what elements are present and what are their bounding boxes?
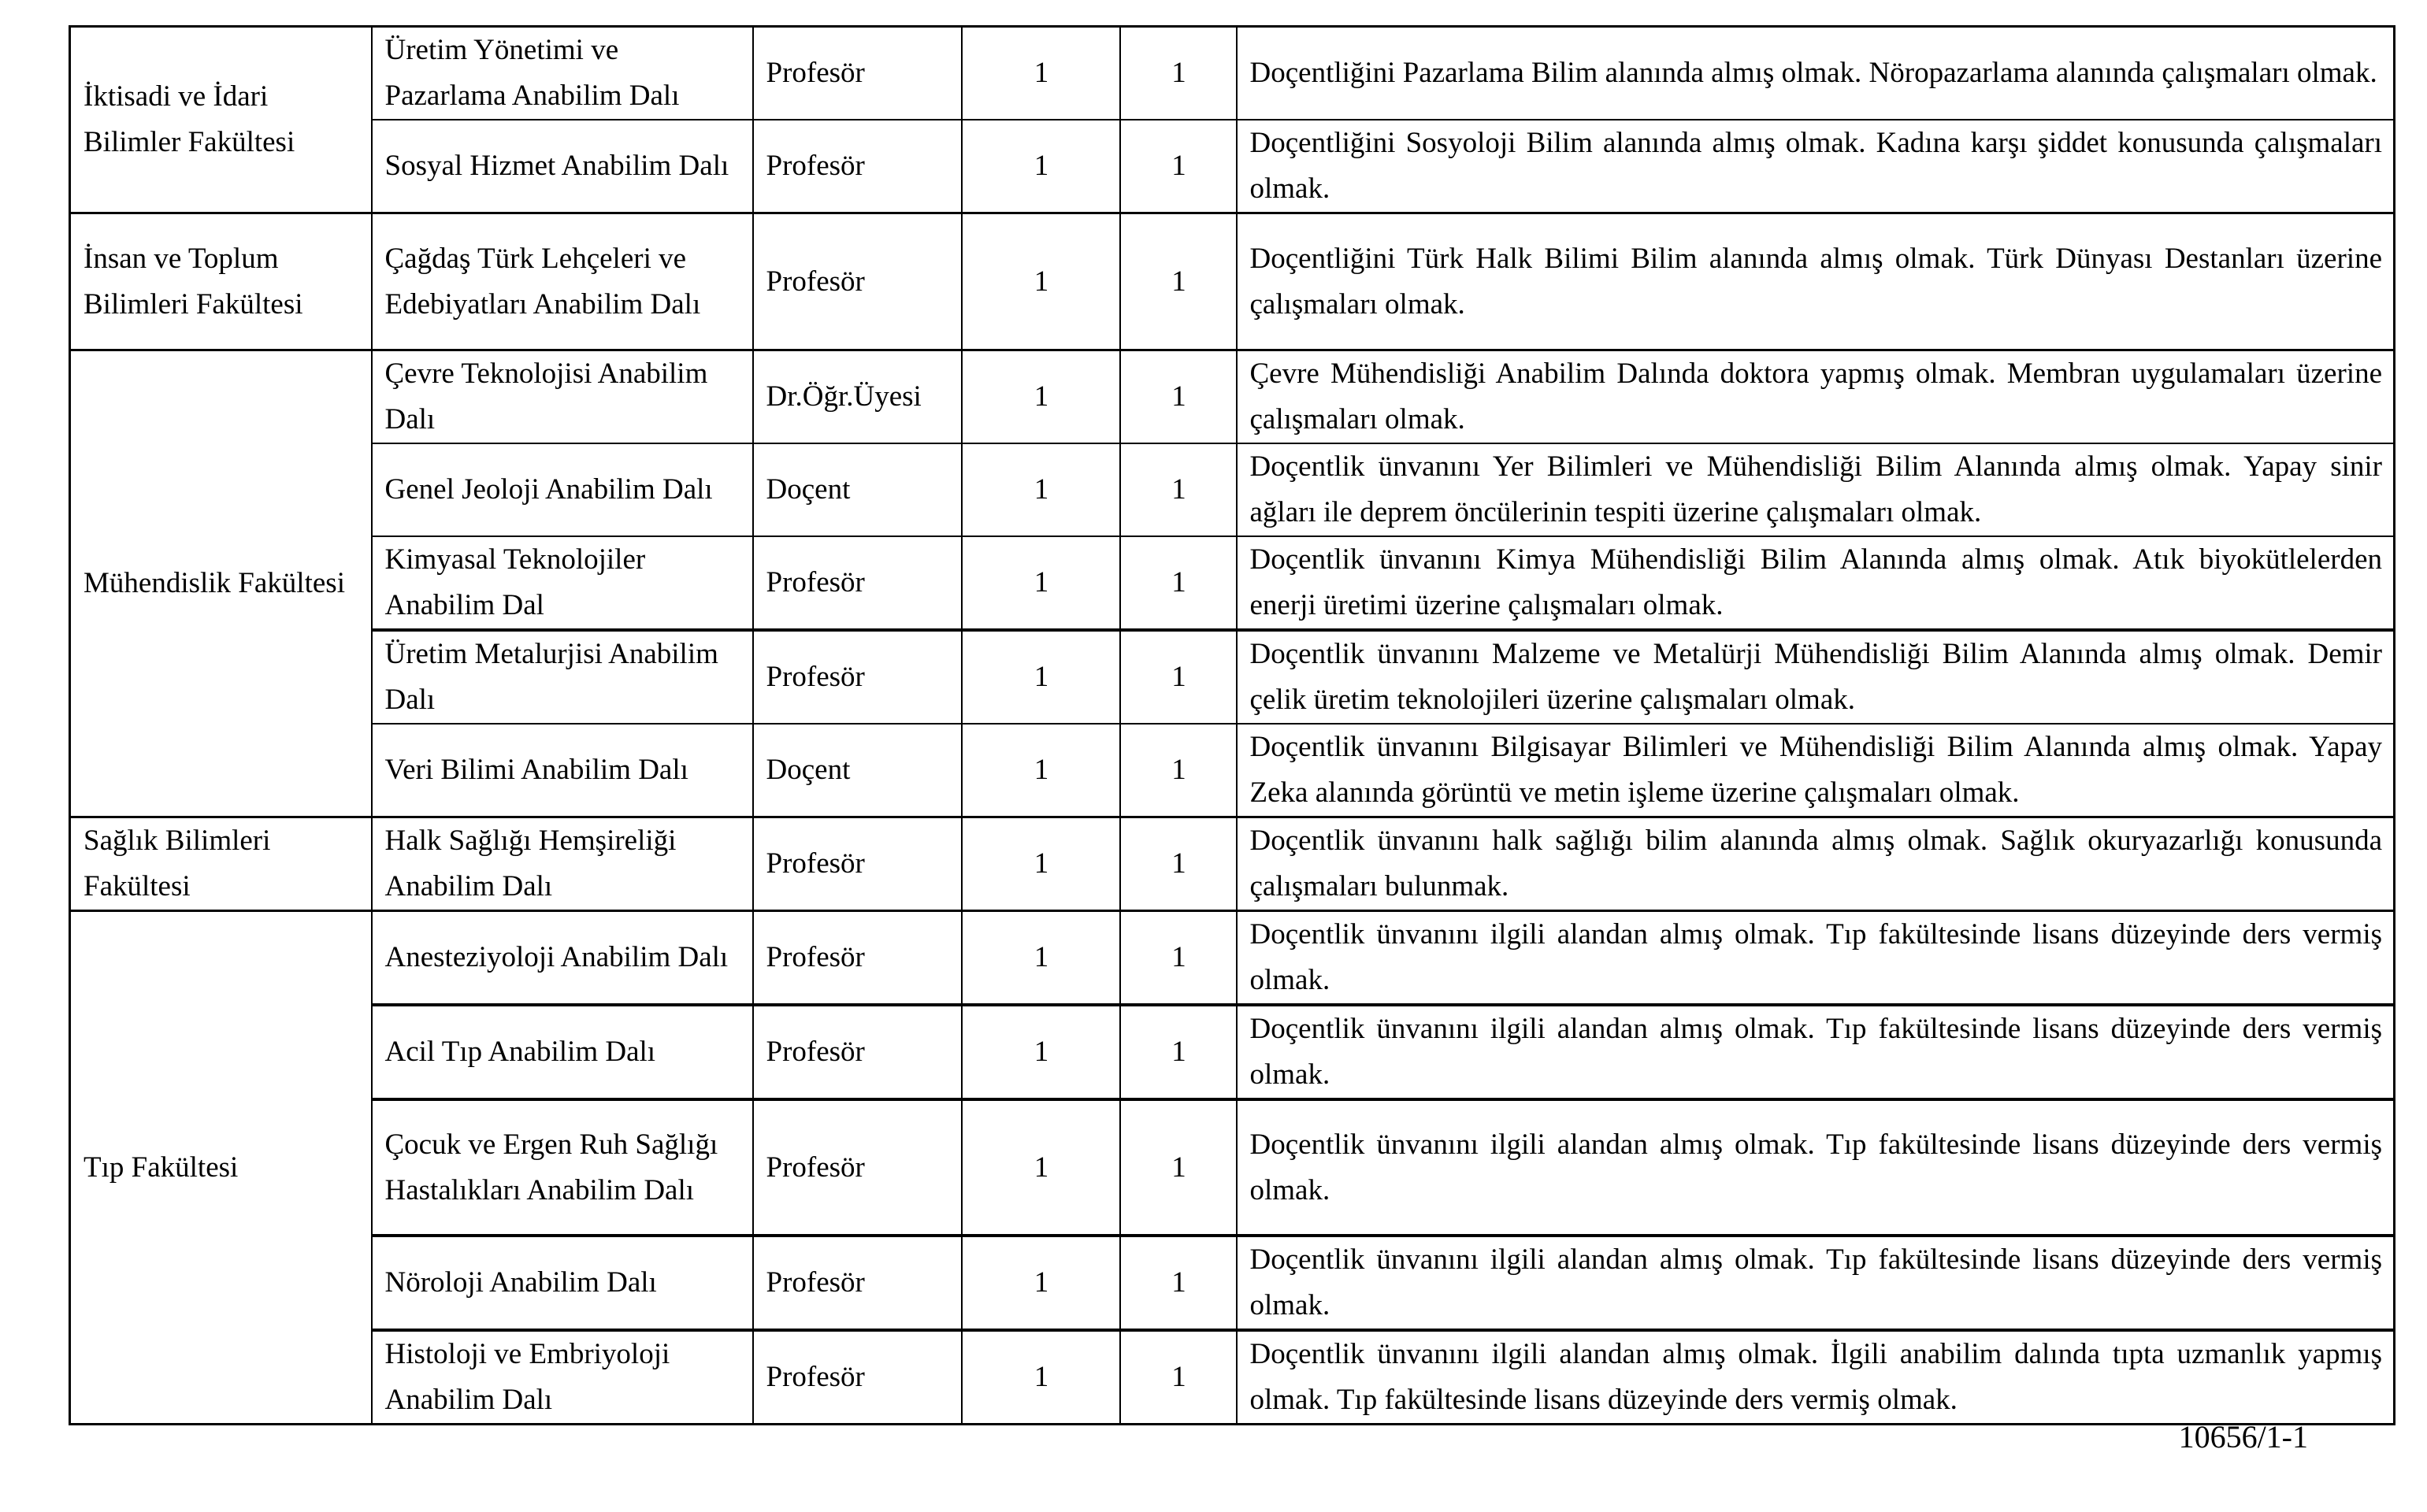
table-row <box>70 120 2395 213</box>
count-b-cell: 1 <box>1120 1330 1237 1425</box>
count-a-cell: 1 <box>962 817 1120 911</box>
count-b-cell: 1 <box>1120 443 1237 536</box>
requirement-cell: Doçentlik ünvanını ilgili alandan almış olmak. İlgili anabilim dalında tıpta uzmanlık yapmış olmak. Tıp fakültesinde lisans düzeyinde ders vermiş olmak. <box>1237 1330 2395 1425</box>
title-cell: Profesör <box>753 1005 962 1099</box>
title-cell: Profesör <box>753 27 962 120</box>
count-b-cell: 1 <box>1120 213 1237 350</box>
department-cell: Nöroloji Anabilim Dalı <box>372 1236 753 1330</box>
department-cell: Acil Tıp Anabilim Dalı <box>372 1005 753 1099</box>
title-cell: Profesör <box>753 1236 962 1330</box>
count-b-cell: 1 <box>1120 27 1237 120</box>
table-row <box>70 350 2395 444</box>
count-a-cell: 1 <box>962 27 1120 120</box>
requirement-cell: Doçentlik ünvanını Kimya Mühendisliği Bilim Alanında almış olmak. Atık biyokütlelerden enerji üretimi üzerine çalışmaları olmak. <box>1237 536 2395 630</box>
requirement-cell: Doçentliğini Türk Halk Bilimi Bilim alanında almış olmak. Türk Dünyası Destanları üzerine çalışmaları olmak. <box>1237 213 2395 350</box>
count-a-cell: 1 <box>962 724 1120 817</box>
table-row <box>70 1005 2395 1099</box>
count-a-cell: 1 <box>962 1099 1120 1236</box>
count-a-cell: 1 <box>962 1330 1120 1425</box>
department-cell: Üretim Metalurjisi Anabilim Dalı <box>372 630 753 724</box>
table-row <box>70 1330 2395 1425</box>
department-cell: Halk Sağlığı Hemşireliği Anabilim Dalı <box>372 817 753 911</box>
title-cell: Profesör <box>753 1330 962 1425</box>
count-a-cell: 1 <box>962 350 1120 444</box>
requirement-cell: Doçentliğini Pazarlama Bilim alanında almış olmak. Nöropazarlama alanında çalışmaları olmak. <box>1237 27 2395 120</box>
faculty-positions-table <box>69 25 2395 1425</box>
requirement-cell: Doçentlik ünvanını ilgili alandan almış olmak. Tıp fakültesinde lisans düzeyinde ders vermiş olmak. <box>1237 1099 2395 1236</box>
department-cell: Kimyasal Teknolojiler Anabilim Dal <box>372 536 753 630</box>
title-cell: Profesör <box>753 630 962 724</box>
department-cell: Çağdaş Türk Lehçeleri ve Edebiyatları Anabilim Dalı <box>372 213 753 350</box>
title-cell: Profesör <box>753 1099 962 1236</box>
page-reference: 10656/1-1 <box>2178 1419 2308 1455</box>
count-b-cell: 1 <box>1120 1236 1237 1330</box>
count-b-cell: 1 <box>1120 817 1237 911</box>
count-a-cell: 1 <box>962 120 1120 213</box>
department-cell: Sosyal Hizmet Anabilim Dalı <box>372 120 753 213</box>
requirement-cell: Doçentlik ünvanını ilgili alandan almış olmak. Tıp fakültesinde lisans düzeyinde ders vermiş olmak. <box>1237 1005 2395 1099</box>
requirement-cell: Doçentlik ünvanını Malzeme ve Metalürji Mühendisliği Bilim Alanında almış olmak. Demir çelik üretim teknolojileri üzerine çalışmaları olmak. <box>1237 630 2395 724</box>
count-b-cell: 1 <box>1120 911 1237 1006</box>
requirement-cell: Doçentlik ünvanını Yer Bilimleri ve Mühendisliği Bilim Alanında almış olmak. Yapay sinir ağları ile deprem öncülerinin tespiti üzerine çalışmaları olmak. <box>1237 443 2395 536</box>
table-row <box>70 724 2395 817</box>
title-cell: Profesör <box>753 817 962 911</box>
table-row <box>70 213 2395 350</box>
title-cell: Doçent <box>753 724 962 817</box>
department-cell: Veri Bilimi Anabilim Dalı <box>372 724 753 817</box>
requirement-cell: Çevre Mühendisliği Anabilim Dalında doktora yapmış olmak. Membran uygulamaları üzerine çalışmaları olmak. <box>1237 350 2395 444</box>
count-a-cell: 1 <box>962 213 1120 350</box>
count-b-cell: 1 <box>1120 350 1237 444</box>
title-cell: Profesör <box>753 120 962 213</box>
table-row <box>70 1099 2395 1236</box>
count-b-cell: 1 <box>1120 724 1237 817</box>
count-a-cell: 1 <box>962 1005 1120 1099</box>
title-cell: Dr.Öğr.Üyesi <box>753 350 962 444</box>
count-b-cell: 1 <box>1120 120 1237 213</box>
table-row <box>70 817 2395 911</box>
count-a-cell: 1 <box>962 536 1120 630</box>
department-cell: Anesteziyoloji Anabilim Dalı <box>372 911 753 1006</box>
table-row <box>70 911 2395 1006</box>
title-cell: Profesör <box>753 536 962 630</box>
count-a-cell: 1 <box>962 630 1120 724</box>
requirement-cell: Doçentlik ünvanını ilgili alandan almış olmak. Tıp fakültesinde lisans düzeyinde ders vermiş olmak. <box>1237 911 2395 1006</box>
count-b-cell: 1 <box>1120 1005 1237 1099</box>
table-row <box>70 27 2395 120</box>
count-a-cell: 1 <box>962 443 1120 536</box>
requirement-cell: Doçentliğini Sosyoloji Bilim alanında almış olmak. Kadına karşı şiddet konusunda çalışmaları olmak. <box>1237 120 2395 213</box>
faculty-cell: Tıp Fakültesi <box>70 911 372 1425</box>
faculty-cell: Mühendislik Fakültesi <box>70 350 372 817</box>
table-row <box>70 443 2395 536</box>
table-row <box>70 1236 2395 1330</box>
requirement-cell: Doçentlik ünvanını ilgili alandan almış olmak. Tıp fakültesinde lisans düzeyinde ders vermiş olmak. <box>1237 1236 2395 1330</box>
faculty-cell: İnsan ve Toplum Bilimleri Fakültesi <box>70 213 372 350</box>
department-cell: Çocuk ve Ergen Ruh Sağlığı Hastalıkları Anabilim Dalı <box>372 1099 753 1236</box>
faculty-cell: Sağlık Bilimleri Fakültesi <box>70 817 372 911</box>
count-a-cell: 1 <box>962 1236 1120 1330</box>
title-cell: Doçent <box>753 443 962 536</box>
count-b-cell: 1 <box>1120 630 1237 724</box>
title-cell: Profesör <box>753 213 962 350</box>
table-row <box>70 630 2395 724</box>
count-b-cell: 1 <box>1120 1099 1237 1236</box>
department-cell: Genel Jeoloji Anabilim Dalı <box>372 443 753 536</box>
count-a-cell: 1 <box>962 911 1120 1006</box>
faculty-cell: İktisadi ve İdari Bilimler Fakültesi <box>70 27 372 213</box>
requirement-cell: Doçentlik ünvanını Bilgisayar Bilimleri ve Mühendisliği Bilim Alanında almış olmak. Yapay Zeka alanında görüntü ve metin işleme üzerine çalışmaları olmak. <box>1237 724 2395 817</box>
requirement-cell: Doçentlik ünvanını halk sağlığı bilim alanında almış olmak. Sağlık okuryazarlığı konusunda çalışmaları bulunmak. <box>1237 817 2395 911</box>
table-row <box>70 536 2395 630</box>
department-cell: Üretim Yönetimi ve Pazarlama Anabilim Dalı <box>372 27 753 120</box>
count-b-cell: 1 <box>1120 536 1237 630</box>
department-cell: Çevre Teknolojisi Anabilim Dalı <box>372 350 753 444</box>
department-cell: Histoloji ve Embriyoloji Anabilim Dalı <box>372 1330 753 1425</box>
title-cell: Profesör <box>753 911 962 1006</box>
